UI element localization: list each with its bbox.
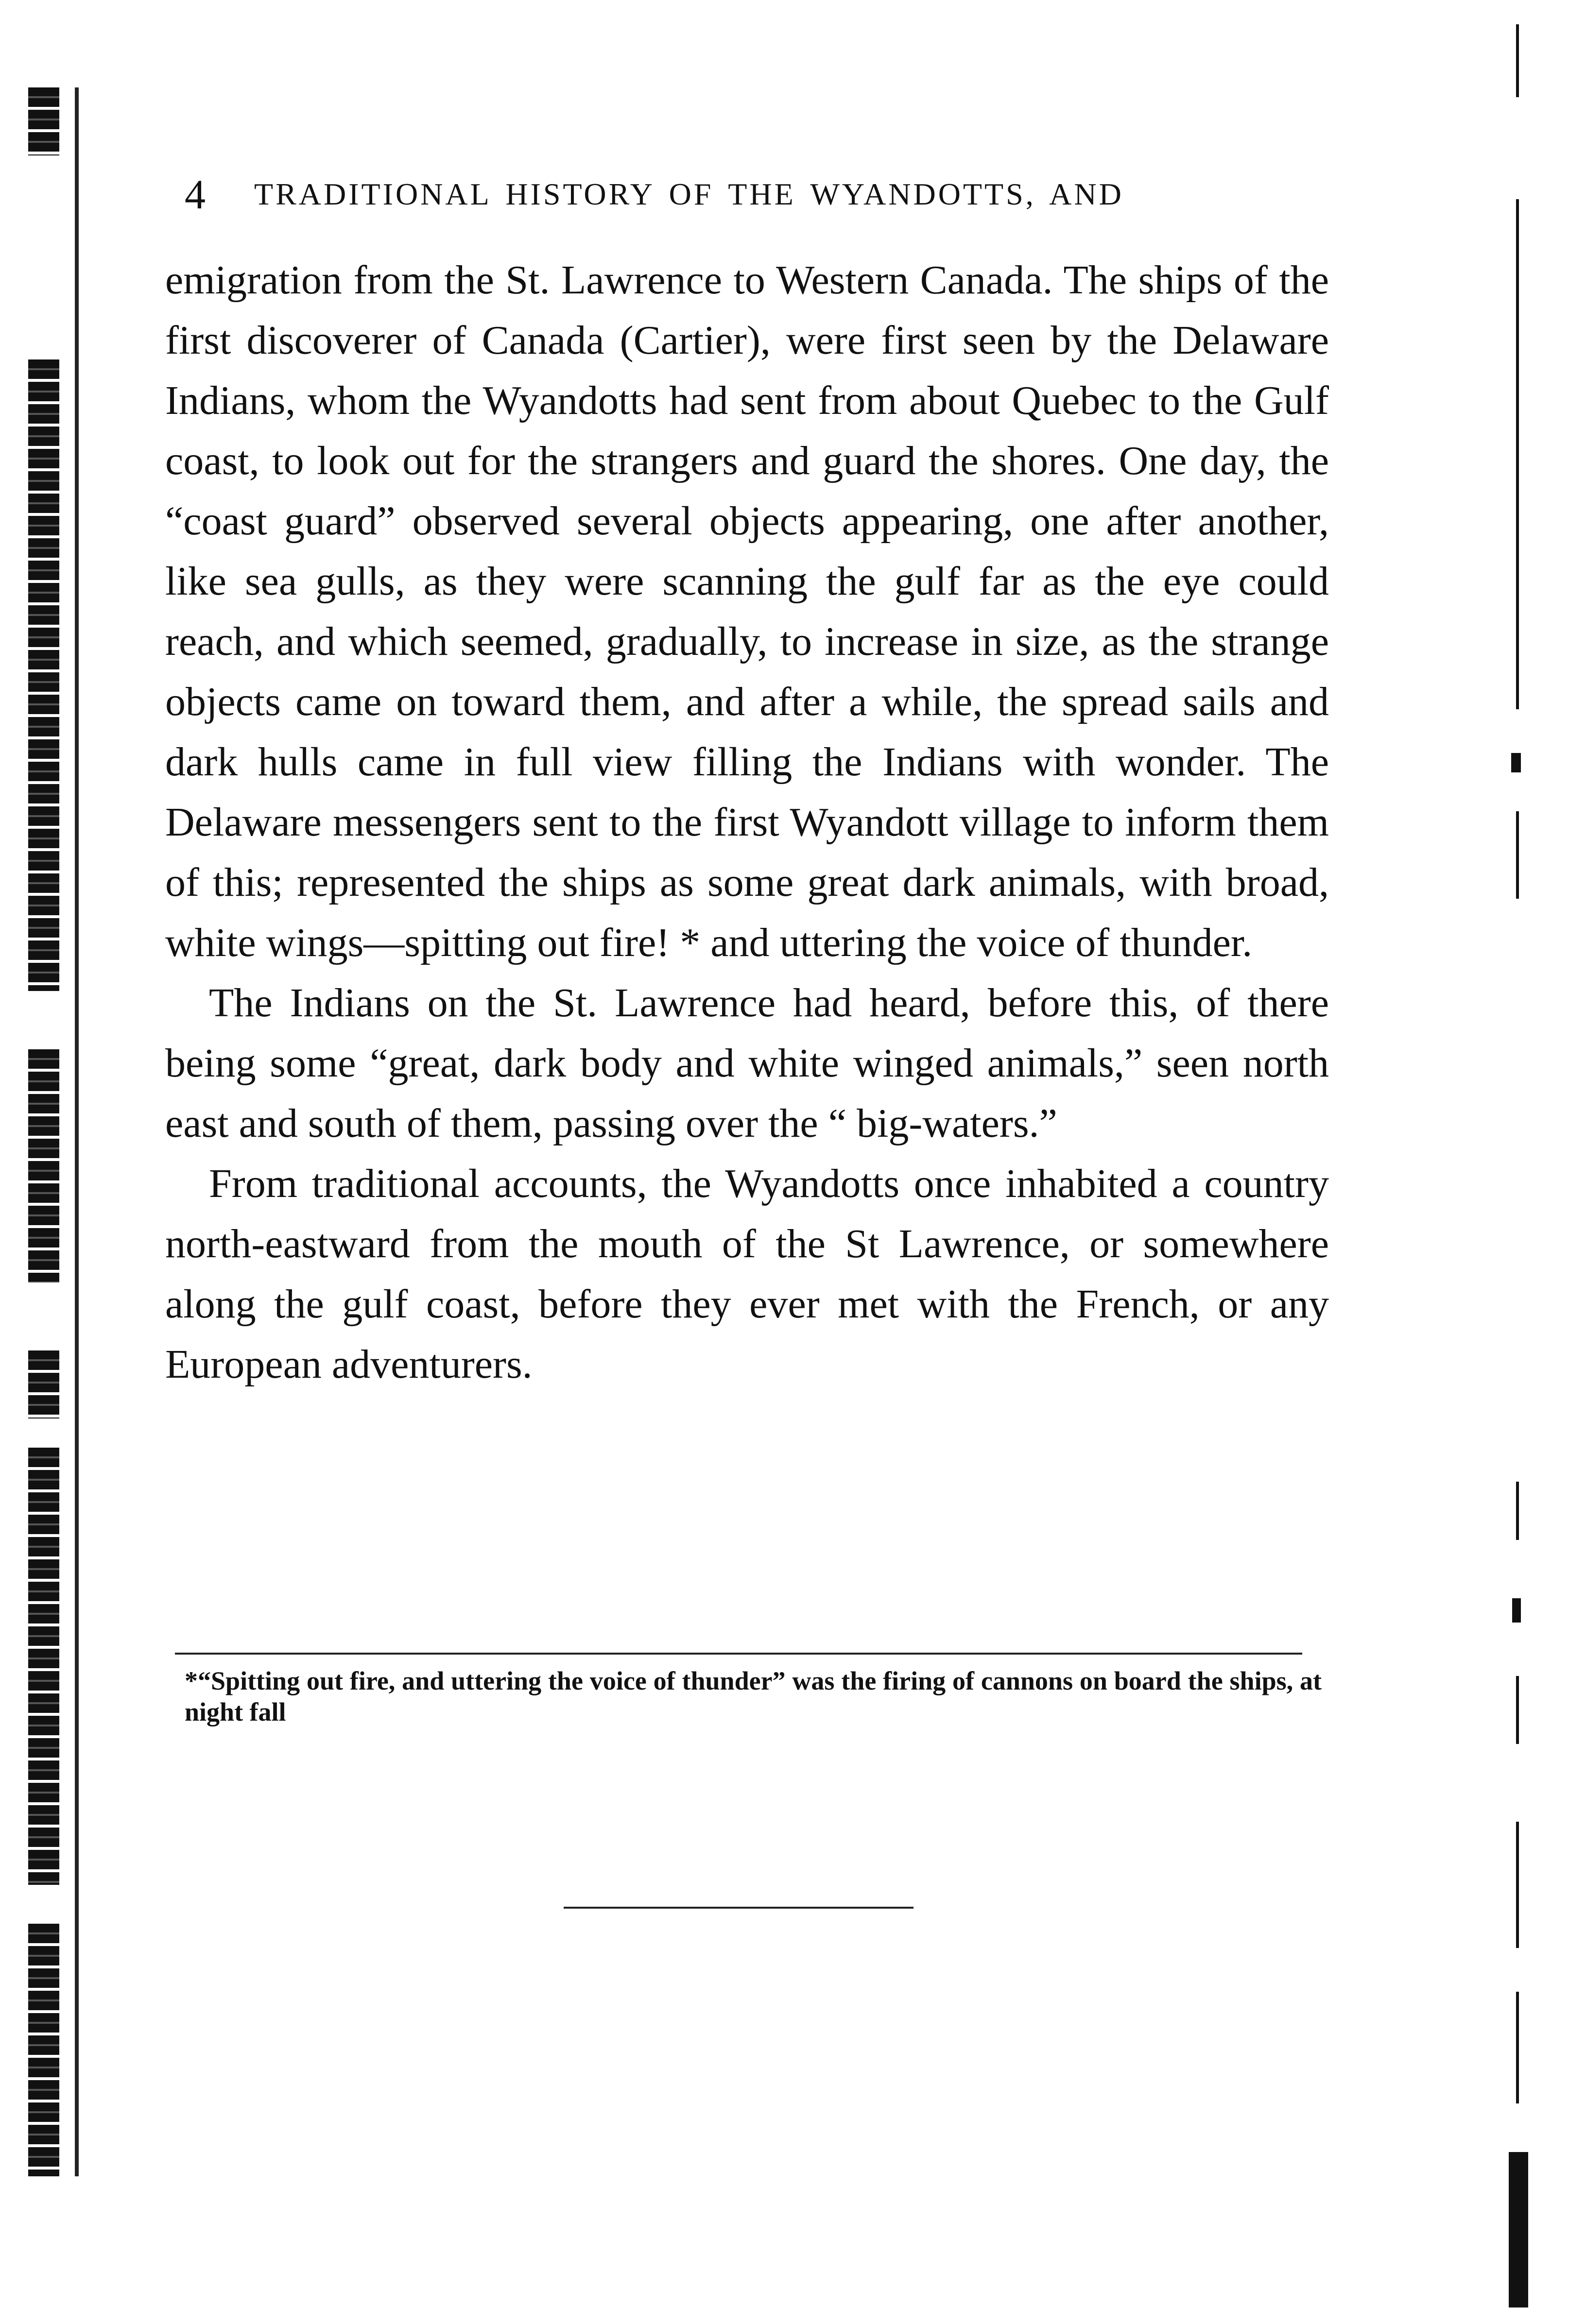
end-of-page-rule [564, 1907, 914, 1909]
scan-binding-edge-left [28, 87, 59, 2176]
scan-edge-right [1482, 24, 1535, 2307]
running-header-title: TRADITIONAL HISTORY OF THE WYANDOTTS, AND [254, 177, 1124, 211]
paragraph-3: From traditional accounts, the Wyandotts once inhabited a country north-eastward from the mouth of the St Lawrence, or somewhere along the gulf coast, before they ever met with the French, or any European adventurers. [165, 1161, 1329, 1387]
running-header [185, 168, 1244, 221]
footnote-rule [175, 1653, 1302, 1655]
paragraph-2: The Indians on the St. Lawrence had heard, before this, of there being some “great, dark body and white winged animals,” seen north east and south of them, passing over the “ big-waters.” [165, 980, 1329, 1146]
body-text [165, 250, 1329, 1395]
paragraph-1: emigration from the St. Lawrence to Western Canada. The ships of the first discoverer of Canada (Cartier), were first seen by the Delaware Indians, whom the Wyandotts had sent from about Quebec to the Gulf coast, to look out for the strangers and guard the shores. One day, the “coast guard” observed several objects appearing, one after another, like sea gulls, as they were scanning the gulf far as the eye could reach, and which seemed, gradually, to increase in size, as the strange objects came on toward them, and after a while, the spread sails and dark hulls came in full view filling the Indians with wonder. The Delaware messengers sent to the first Wyandott village to inform them of this; represented the ships as some great dark animals, with broad, white wings—spitting out fire! * and uttering the voice of thunder. [165, 257, 1329, 965]
page-number: 4 [185, 171, 206, 218]
footnote: *“Spitting out fire, and uttering the voice of thunder” was the firing of cannons on board the ships, at night fall [185, 1666, 1322, 1726]
